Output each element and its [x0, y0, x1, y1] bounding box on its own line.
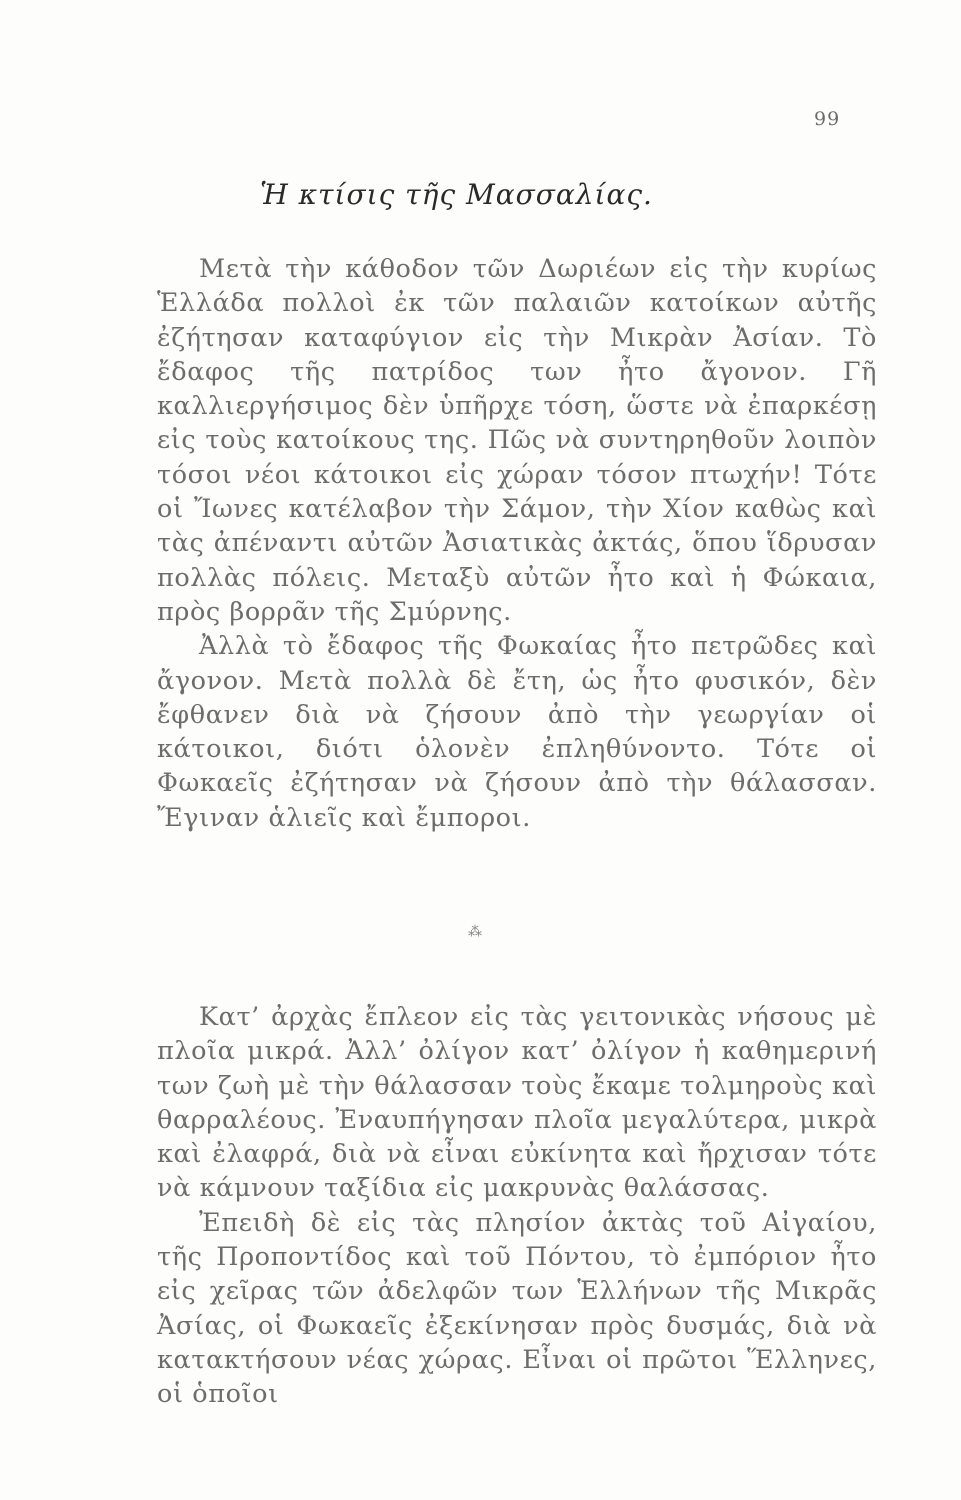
section-one-text [157, 252, 877, 835]
paragraph: Ἀλλὰ τὸ ἔδαφος τῆς Φωκαίας ἦτο πετρῶδες καὶ ἄγονον. Μετὰ πολλὰ δὲ ἔτη, ὡς ἦτο φυσικόν, δὲν ἔφθανεν διὰ νὰ ζήσουν ἀπὸ τὴν γεωργίαν οἱ κάτοικοι, διότι ὁλονὲν ἐπληθύνοντο. Τότε οἱ Φωκαεῖς ἐζήτησαν νὰ ζήσουν ἀπὸ τὴν θάλασσαν. Ἔγιναν ἁλιεῖς καὶ ἔμποροι. [157, 631, 877, 833]
chapter-title: Ἡ κτίσις τῆς Μασσαλίας. [260, 178, 653, 211]
section-two-text [157, 1000, 877, 1412]
paragraph: Κατ’ ἀρχὰς ἔπλεον εἰς τὰς γειτονικὰς νήσους μὲ πλοῖα μικρά. Ἀλλ’ ὀλίγον κατ’ ὀλίγον ἡ καθημερινή των ζωὴ μὲ τὴν θάλασσαν τοὺς ἔκαμε τολμηροὺς καὶ θαρραλέους. Ἐναυπήγησαν πλοῖα μεγαλύτερα, μικρὰ καὶ ἐλαφρά, διὰ νὰ εἶναι εὐκίνητα καὶ ἤρχισαν τότε νὰ κάμνουν ταξίδια εἰς μακρυνὰς θαλάσσας. [157, 1002, 877, 1204]
section-break-ornament: ⁂ [468, 924, 482, 940]
paragraph: Μετὰ τὴν κάθοδον τῶν Δωριέων εἰς τὴν κυρίως Ἑλλάδα πολλοὶ ἐκ τῶν παλαιῶν κατοίκων αὐτῆς ἐζήτησαν καταφύγιον εἰς τὴν Μικρὰν Ἀσίαν. Τὸ ἔδαφος τῆς πατρίδος των ἦτο ἄγονον. Γῆ καλλιεργήσιμος δὲν ὑπῆρχε τόση, ὥστε νὰ ἐπαρκέσῃ εἰς τοὺς κατοίκους της. Πῶς νὰ συντηρηθοῦν λοιπὸν τόσοι νέοι κάτοικοι εἰς χώραν τόσον πτωχήν! Τότε οἱ Ἴωνες κατέλαβον τὴν Σάμον, τὴν Χίον καθὼς καὶ τὰς ἀπέναντι αὐτῶν Ἀσιατικὰς ἀκτάς, ὅπου ἵδρυσαν πολλὰς πόλεις. Μεταξὺ αὐτῶν ἦτο καὶ ἡ Φώκαια, πρὸς βορρᾶν τῆς Σμύρνης. [157, 254, 877, 627]
paragraph: Ἐπειδὴ δὲ εἰς τὰς πλησίον ἀκτὰς τοῦ Αἰγαίου, τῆς Προποντίδος καὶ τοῦ Πόντου, τὸ ἐμπόριον ἦτο εἰς χεῖρας τῶν ἀδελφῶν των Ἑλλήνων τῆς Μικρᾶς Ἀσίας, οἱ Φωκαεῖς ἐξεκίνησαν πρὸς δυσμάς, διὰ νὰ κατακτήσουν νέας χώρας. Εἶναι οἱ πρῶτοι Ἕλληνες, οἱ ὁποῖοι [157, 1207, 877, 1410]
page-number: 99 [814, 108, 841, 130]
